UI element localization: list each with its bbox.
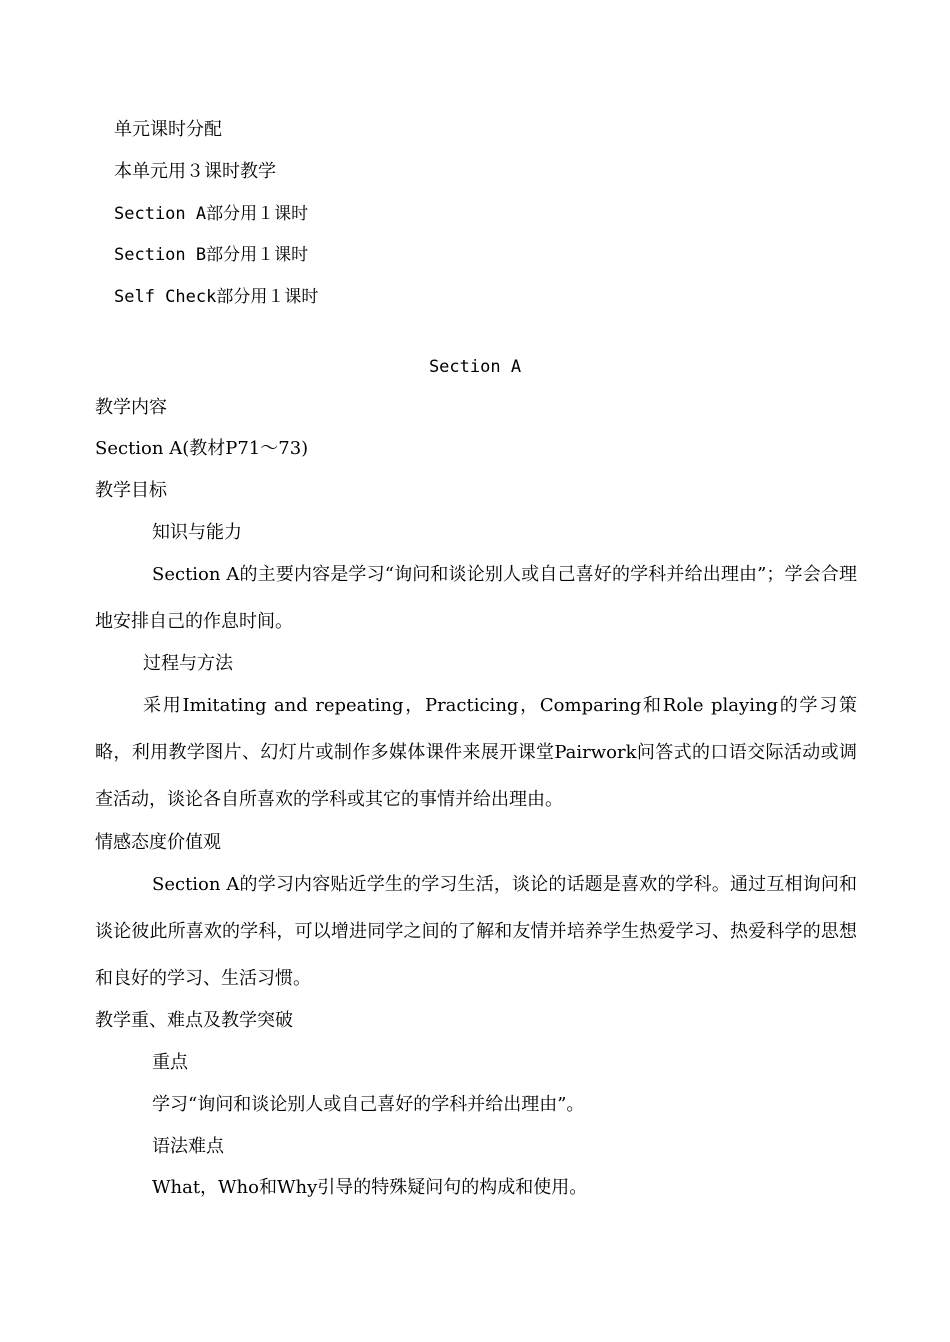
allocation-section-a: Section A部分用１课时 <box>114 204 309 224</box>
paragraph-values: Section A的学习内容贴近学生的学习生活，谈论的话题是喜欢的学科。通过互相询问和谈论彼此所喜欢的学科，可以增进同学之间的了解和友情并培养学生热爱学习、热爱科学的思想和良好的学习、生活习惯。 <box>95 874 857 989</box>
heading-values: 情感态度价值观 <box>95 832 221 853</box>
focus-text: 学习“询问和谈论别人或自己喜好的学科并给出理由”。 <box>152 1094 585 1115</box>
heading-key-points: 教学重、难点及教学突破 <box>95 1010 293 1031</box>
heading-content: 教学内容 <box>95 397 167 418</box>
allocation-section-b: Section B部分用１课时 <box>114 245 309 265</box>
content-text: Section A(教材P71～73) <box>95 438 309 459</box>
grammar-text: What，Who和Why引导的特殊疑问句的构成和使用。 <box>152 1177 588 1198</box>
allocation-self-check: Self Check部分用１课时 <box>114 287 319 307</box>
subheading-knowledge: 知识与能力 <box>152 522 242 543</box>
subheading-process: 过程与方法 <box>143 653 233 674</box>
subheading-focus: 重点 <box>152 1052 188 1073</box>
paragraph-process: 采用Imitating and repeating，Practicing，Comparing和Role playing的学习策略，利用教学图片、幻灯片或制作多媒体课件来展开课堂Pairwork问答式的口语交际活动或调查活动，谈论各自所喜欢的学科或其它的事情并给出理由。 <box>95 695 858 810</box>
allocation-total: 本单元用３课时教学 <box>114 161 276 182</box>
section-heading: Section A <box>428 357 522 377</box>
heading-objectives: 教学目标 <box>95 480 167 501</box>
subheading-grammar: 语法难点 <box>152 1136 224 1157</box>
paragraph-knowledge: Section A的主要内容是学习“询问和谈论别人或自己喜好的学科并给出理由”；学会合理地安排自己的作息时间。 <box>95 564 857 632</box>
allocation-title: 单元课时分配 <box>114 119 222 140</box>
